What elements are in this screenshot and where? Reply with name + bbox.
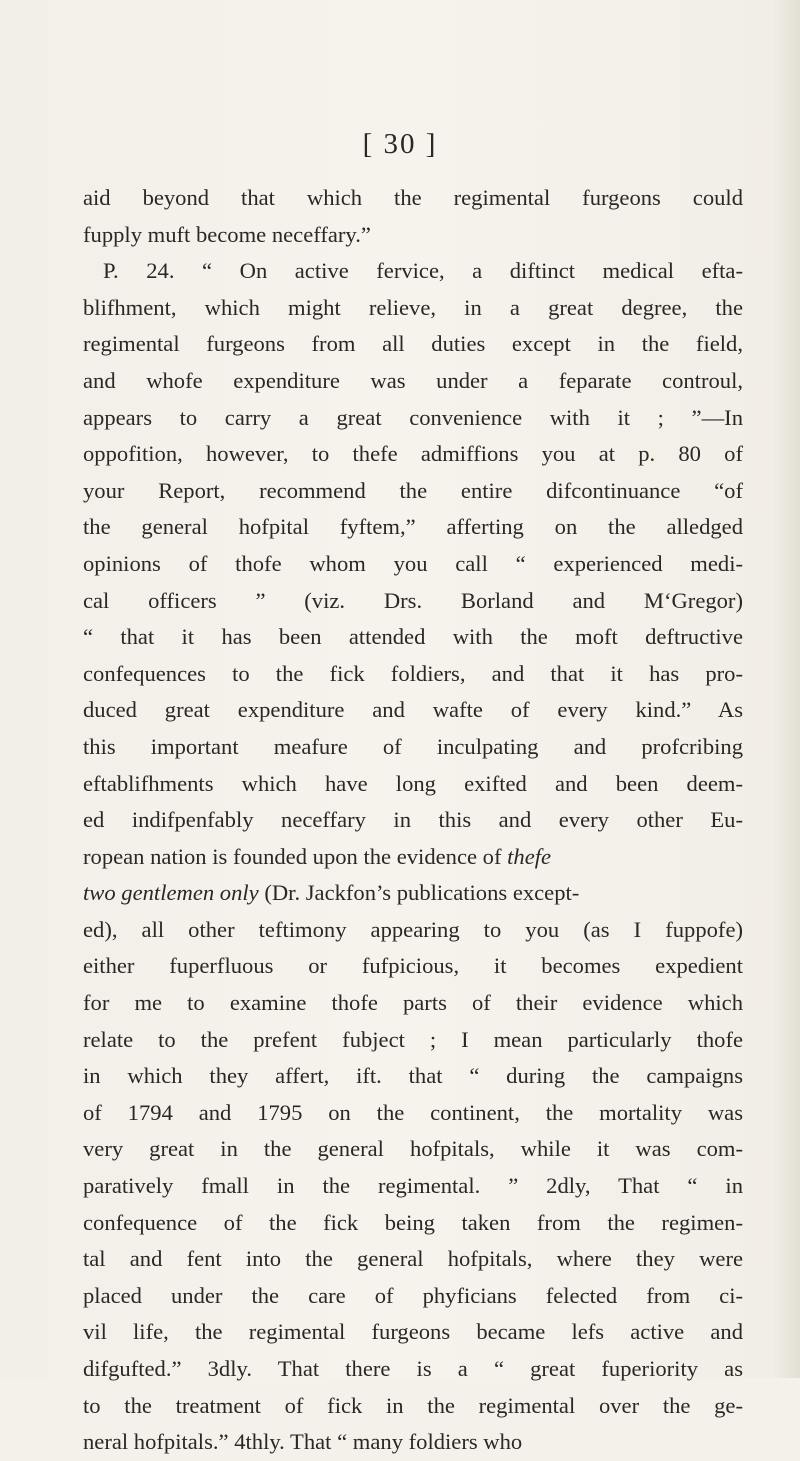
text-line (83, 802, 743, 839)
text-line (83, 290, 743, 327)
text-line (83, 766, 743, 803)
text-line (83, 1131, 743, 1168)
text-line (83, 1095, 743, 1132)
text-line (83, 400, 743, 437)
text-line (83, 1424, 743, 1461)
text-segment: P. 24. “ On active fervice, a diftinct medical efta- (103, 258, 743, 284)
page-number: [ 30 ] (362, 128, 438, 160)
text-segment: tal and fent into the general hofpitals, where they were (83, 1246, 743, 1272)
text-line (83, 509, 743, 546)
text-line (83, 656, 743, 693)
text-segment: confequence of the fick being taken from the regimen- (83, 1209, 743, 1235)
text-segment: in which they affert, ift. that “ during the campaigns (83, 1063, 743, 1089)
text-line (83, 436, 743, 473)
text-line (83, 1388, 743, 1425)
text-line (83, 948, 743, 985)
text-segment: oppofition, however, to thefe admiffions you at p. 80 of (83, 441, 743, 467)
text-segment: blifhment, which might relieve, in a great degree, the (83, 294, 743, 320)
text-segment: aid beyond that which the regimental furgeons could (83, 185, 743, 210)
text-line (83, 1168, 743, 1205)
text-segment: placed under the care of phyficians felected from ci- (83, 1282, 743, 1308)
text-segment: paratively fmall in the regimental. ” 2dly, That “ in (83, 1173, 743, 1199)
text-segment: and whofe expenditure was under a feparate controul, (83, 367, 743, 393)
text-line (83, 1058, 743, 1095)
text-segment: confequences to the fick foldiers, and that it has pro- (83, 660, 743, 686)
text-segment: (Dr. Jackfon’s publications except- (258, 880, 580, 906)
text-segment: fupply muft become neceffary.” (83, 221, 371, 247)
text-segment: neral hofpitals.” 4thly. That “ many foldiers who (83, 1429, 523, 1455)
text-line (83, 473, 743, 510)
text-line (83, 1022, 743, 1059)
italic-text: two gentlemen only (83, 880, 259, 906)
text-line (83, 1205, 743, 1242)
text-segment: your Report, recommend the entire difcontinuance “of (83, 477, 743, 503)
text-segment: ed), all other teftimony appearing to you (as I fuppofe) (83, 916, 743, 942)
text-segment: eftablifhments which have long exifted and been deem- (83, 770, 743, 796)
text-line (83, 985, 743, 1022)
text-line (83, 912, 743, 949)
text-line (83, 729, 743, 766)
italic-text: thefe (507, 843, 552, 869)
text-line (83, 692, 743, 729)
text-line (83, 619, 743, 656)
text-segment: ed indifpenfably neceffary in this and every other Eu- (83, 807, 743, 833)
text-segment: vil life, the regimental furgeons became lefs active and (83, 1319, 743, 1345)
page-edge-shadow (772, 0, 800, 1378)
text-segment: relate to the prefent fubject ; I mean particularly thofe (83, 1026, 743, 1052)
text-segment: cal officers ” (viz. Drs. Borland and M‘Gregor) (83, 587, 743, 613)
text-line (83, 1241, 743, 1278)
text-line (83, 1351, 743, 1388)
text-segment: for me to examine thofe parts of their evidence which (83, 990, 743, 1016)
text-segment: either fuperfluous or fufpicious, it becomes expedient (83, 953, 743, 979)
text-segment: appears to carry a great convenience with it ; ”—In (83, 404, 743, 430)
text-line (83, 363, 743, 400)
text-segment: very great in the general hofpitals, while it was com- (83, 1136, 743, 1162)
text-segment: to the treatment of fick in the regimental over the ge- (83, 1392, 743, 1418)
text-segment: difgufted.” 3dly. That there is a “ great fuperiority as (83, 1356, 743, 1381)
text-line (83, 875, 743, 912)
text-line (83, 1314, 743, 1351)
text-segment: duced great expenditure and wafte of every kind.” As (83, 697, 743, 723)
text-line (83, 217, 743, 254)
text-segment: “ that it has been attended with the moft deftructive (83, 624, 743, 650)
text-line (83, 253, 743, 290)
text-segment: this important meafure of inculpating and profcribing (83, 733, 743, 759)
text-line (83, 583, 743, 620)
text-line (83, 1278, 743, 1315)
text-segment: the general hofpital fyftem,” afferting on the alledged (83, 514, 743, 540)
text-segment: regimental furgeons from all duties except in the field, (83, 331, 743, 357)
text-line (83, 326, 743, 363)
text-segment: opinions of thofe whom you call “ experienced medi- (83, 550, 743, 576)
body-text (83, 180, 743, 1461)
text-line (83, 546, 743, 583)
text-segment: ropean nation is founded upon the evidence of (83, 843, 502, 869)
text-line (83, 180, 743, 217)
text-segment: of 1794 and 1795 on the continent, the mortality was (83, 1099, 743, 1125)
text-line (83, 839, 743, 876)
